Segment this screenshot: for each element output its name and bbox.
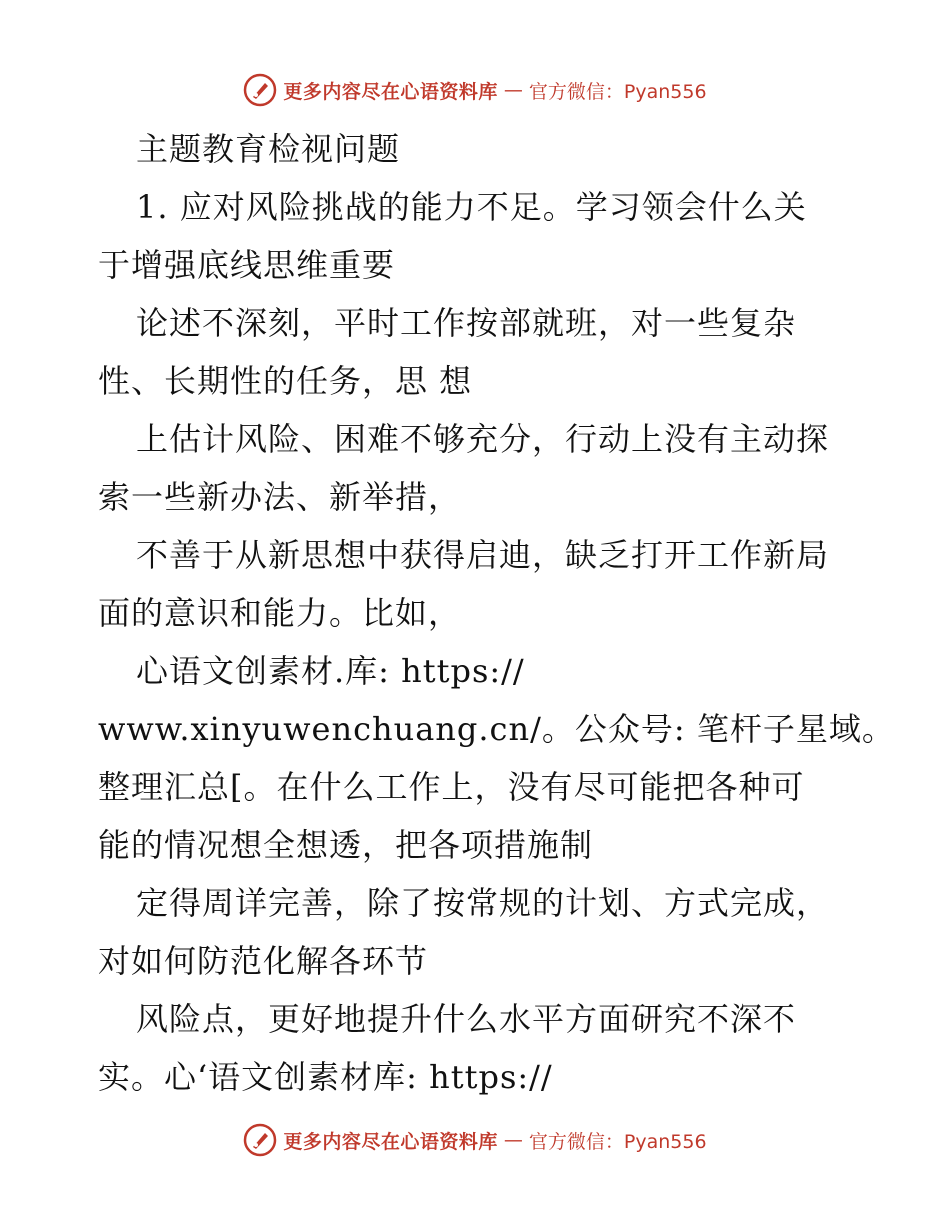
text-line: 心语文创素材.库: https:// — [136, 652, 525, 690]
document-body — [98, 120, 895, 1106]
text-line: 面的意识和能力。比如， — [98, 594, 462, 632]
header-banner — [0, 70, 950, 110]
banner-main-text: 更多内容尽在心语资料库 — [283, 80, 498, 103]
text-line: 索一些新办法、新举措， — [98, 478, 462, 516]
banner-main-text: 更多内容尽在心语资料库 — [283, 1130, 498, 1153]
text-line: 实。心‘语文创素材库: https:// — [98, 1058, 553, 1096]
pen-quill-icon — [243, 1123, 277, 1157]
text-line: 能的情况想全想透，把各项措施制 — [98, 826, 594, 864]
banner-separator: — — [503, 1129, 523, 1151]
text-line: 不善于从新思想中获得启迪，缺乏打开工作新局 — [136, 536, 830, 574]
text-line: 定得周详完善，除了按常规的计划、方式完成， — [136, 884, 830, 922]
text-line: 于增强底线思维重要 — [98, 246, 396, 284]
pen-quill-icon — [243, 73, 277, 107]
text-line: 性、长期性的任务，思 想 — [98, 362, 473, 400]
text-line: www.xinyuwenchuang.cn/。公众号: 笔杆子星域。 — [98, 710, 895, 748]
text-line: 对如何防范化解各环节 — [98, 942, 429, 980]
text-line: 论述不深刻，平时工作按部就班，对一些复杂 — [136, 304, 797, 342]
text-line: 整理汇总[。在什么工作上，没有尽可能把各种可 — [98, 768, 805, 806]
footer-banner — [0, 1120, 950, 1160]
document-title: 主题教育检视问题 — [136, 130, 401, 168]
text-line: 1. 应对风险挑战的能力不足。学习领会什么关 — [136, 188, 807, 226]
text-line: 上估计风险、困难不够充分，行动上没有主动探 — [136, 420, 830, 458]
banner-sub-text: 官方微信：Pyan556 — [528, 1130, 707, 1153]
banner-separator: — — [503, 79, 523, 101]
text-line: 风险点，更好地提升什么水平方面研究不深不 — [136, 1000, 797, 1038]
banner-sub-text: 官方微信：Pyan556 — [528, 80, 707, 103]
